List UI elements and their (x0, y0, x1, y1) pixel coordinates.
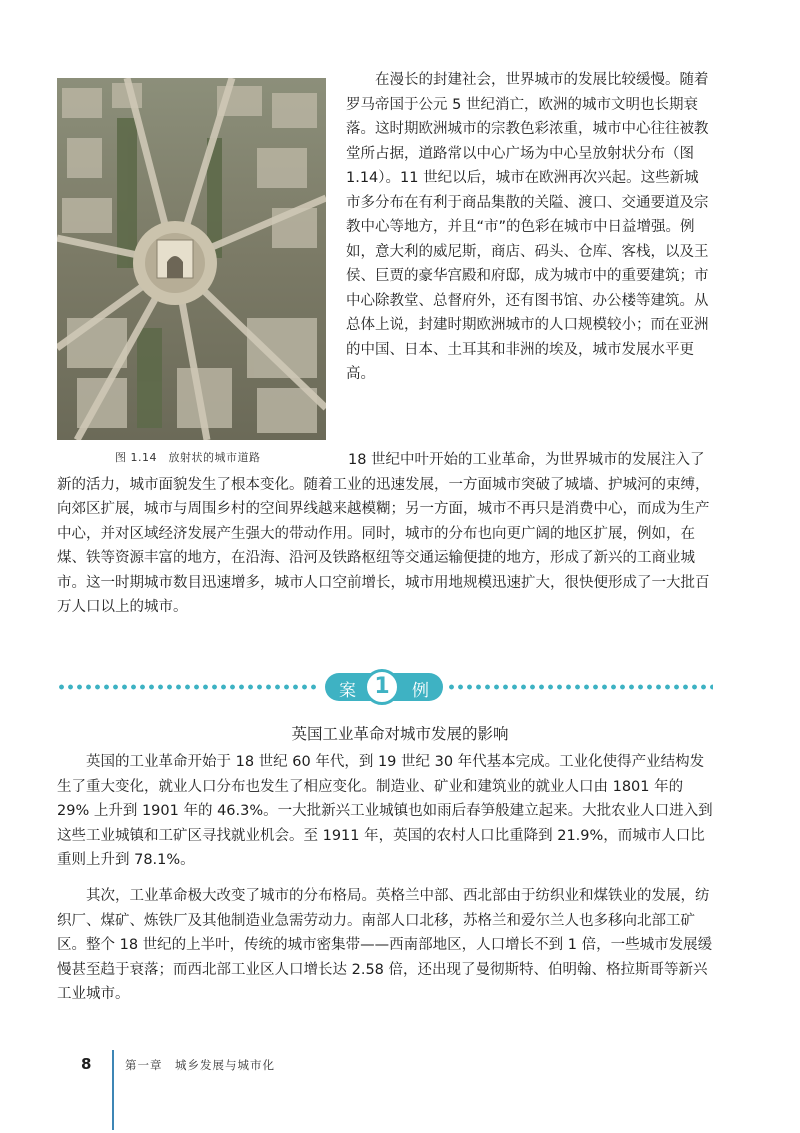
dotted-divider-left (57, 684, 319, 690)
paragraph-industrial-revolution (57, 448, 713, 620)
paragraph-industrial-revolution-text: 18 世纪中叶开始的工业革命，为世界城市的发展注入了新的活力，城市面貌发生了根本变化。随着工业的迅速发展，一方面城市突破了城墙、护城河的束缚，向郊区扩展，城市与周围乡村的空间界线越来越模糊；另一方面，城市不再只是消费中心，而成为生产中心，并对区域经济发展产生强大的带动作用。同时，城市的分布也向更广阔的地区扩展，例如，在煤、铁等资源丰富的地方，在沿海、沿河及铁路枢纽等交通运输便捷的地方，形成了新兴的工商业城市。这一时期城市数目迅速增多，城市人口空前增长，城市用地规模迅速扩大，很快便形成了一大批百万人口以上的城市。 (57, 452, 710, 615)
page-number: 8 (81, 1055, 92, 1073)
case-study-banner (57, 670, 713, 704)
photo-caption: 图 1.14 放射状的城市道路 (115, 451, 261, 464)
case-label (325, 673, 443, 701)
case-label-left: 案 (339, 681, 356, 701)
aerial-photo-arc-de-triomphe (57, 78, 326, 440)
paragraph-case-distribution: 其次，工业革命极大改变了城市的分布格局。英格兰中部、西北部由于纺织业和煤铁业的发展，纺织厂、煤矿、炼铁厂及其他制造业急需劳动力。南部人口北移，苏格兰和爱尔兰人也多移向北部工矿区。整个 18 世纪的上半叶，传统的城市密集带——西南部地区，人口增长不到 1 倍，一些城市发展缓慢甚至趋于衰落；而西北部工业区人口增长达 2.58 倍，还出现了曼彻斯特、伯明翰、格拉斯哥等新兴工业城市。 (57, 888, 713, 1002)
case-number: 1 (364, 669, 400, 705)
paragraph-feudal-cities: 在漫长的封建社会，世界城市的发展比较缓慢。随着罗马帝国于公元 5 世纪消亡，欧洲的城市文明也长期衰落。这时期欧洲城市的宗教色彩浓重，城市中心往往被教堂所占据，道路常以中心广场为中心呈放射状分布（图 1.14）。11 世纪以后，城市在欧洲再次兴起。这些新城市多分布在有利于商品集散的关隘、渡口、交通要道及宗教中心等地方，并且“市”的色彩在城市中日益增强。例如，意大利的威尼斯，商店、码头、仓库、客栈，以及王侯、巨贾的豪华宫殿和府邸，成为城市中的重要建筑；市中心除教堂、总督府外，还有图书馆、办公楼等建筑。从总体上说，封建时期欧洲城市的人口规模较小；而在亚洲的中国、日本、土耳其和非洲的埃及，城市发展水平更高。 (346, 72, 709, 382)
paragraph-case-employment: 英国的工业革命开始于 18 世纪 60 年代，到 19 世纪 30 年代基本完成。工业化使得产业结构发生了重大变化，就业人口分布也发生了相应变化。制造业、矿业和建筑业的就业人口由 1801 年的 29% 上升到 1901 年的 46.3%。一大批新兴工业城镇也如雨后春笋般建立起来。大批农业人口进入到这些工业城镇和工矿区寻找就业机会。至 1911 年，英国的农村人口比重降到 21.9%，而城市人口比重则上升到 78.1%。 (57, 754, 713, 868)
footer-divider (112, 1050, 114, 1130)
chapter-title: 第一章 城乡发展与城市化 (125, 1058, 275, 1072)
dotted-divider-right (447, 684, 713, 690)
case-label-right: 例 (412, 681, 429, 701)
case-title: 英国工业革命对城市发展的影响 (291, 725, 509, 743)
